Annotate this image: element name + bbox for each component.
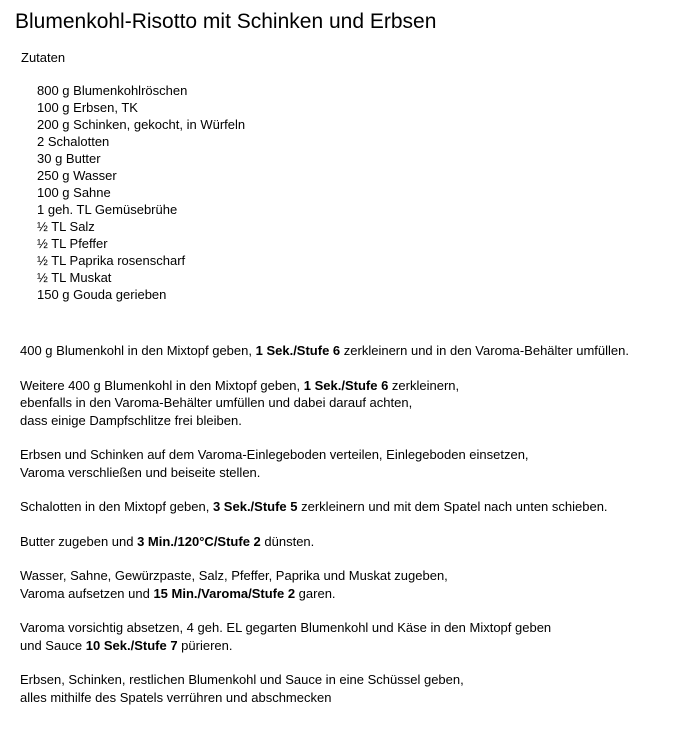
instructions (20, 342, 690, 723)
ingredient-item: 800 g Blumenkohlröschen (37, 83, 188, 98)
instruction-text: zerkleinern und mit dem Spatel nach unten schieben. (297, 499, 608, 514)
instruction-setting: 3 Min./120°C/Stufe 2 (137, 533, 261, 549)
instruction-text: zerkleinern, (388, 377, 460, 393)
ingredient-item: ½ TL Paprika rosenscharf (37, 253, 186, 268)
instruction-text: Wasser, Sahne, Gewürzpaste, Salz, Pfeffer, Paprika und Muskat zugeben, (20, 568, 448, 583)
ingredients-heading: Zutaten (21, 50, 66, 65)
instruction-text: dünsten. (260, 533, 315, 549)
instruction-setting: 15 Min./Varoma/Stufe 2 (153, 585, 296, 601)
instruction-text: Butter zugeben und (20, 533, 138, 549)
instruction-step (20, 671, 690, 706)
instruction-text: Weitere 400 g Blumenkohl in den Mixtopf geben, (20, 377, 304, 393)
instruction-line (20, 567, 690, 585)
instruction-text: dass einige Dampfschlitze frei bleiben. (20, 412, 242, 428)
instruction-text: pürieren. (177, 637, 233, 653)
instruction-step (20, 446, 690, 481)
instruction-setting: 1 Sek./Stufe 6 (255, 343, 341, 358)
instruction-text: 400 g Blumenkohl in den Mixtopf geben, (20, 343, 256, 358)
instruction-text: Erbsen, Schinken, restlichen Blumenkohl und Sauce in eine Schüssel geben, (20, 672, 464, 687)
instruction-text: Varoma vorsichtig absetzen, 4 geh. EL gegarten Blumenkohl und Käse in den Mixtopf geben (20, 620, 552, 635)
ingredient-item: 1 geh. TL Gemüsebrühe (37, 202, 178, 217)
ingredient-item: 30 g Butter (37, 151, 101, 166)
instruction-line (20, 464, 690, 482)
instruction-line (20, 498, 690, 516)
instruction-text: Varoma verschließen und beiseite stellen. (20, 464, 261, 480)
ingredient-item: 100 g Erbsen, TK (37, 100, 138, 115)
instruction-line (20, 585, 690, 603)
instruction-step (20, 533, 690, 551)
instruction-text: Schalotten in den Mixtopf geben, (20, 499, 213, 514)
instruction-text: und Sauce (20, 637, 86, 653)
instruction-step (20, 619, 690, 654)
ingredients-list (37, 82, 245, 303)
ingredient-item: ½ TL Salz (37, 219, 95, 234)
ingredient-item: 250 g Wasser (37, 168, 117, 183)
instruction-step (20, 567, 690, 602)
instruction-line (20, 533, 690, 551)
ingredient-item: 150 g Gouda gerieben (37, 287, 167, 302)
ingredient-item: 100 g Sahne (37, 185, 111, 200)
instruction-setting: 3 Sek./Stufe 5 (212, 499, 298, 514)
instruction-line (20, 394, 690, 412)
instruction-text: ebenfalls in den Varoma-Behälter umfüllen und dabei darauf achten, (20, 395, 413, 410)
instruction-line (20, 446, 690, 464)
ingredient-item: ½ TL Pfeffer (37, 236, 108, 251)
ingredient-item: 2 Schalotten (37, 134, 110, 149)
instruction-step (20, 498, 690, 516)
instruction-text: alles mithilfe des Spatels verrühren und abschmecken (20, 689, 332, 705)
instruction-line (20, 671, 690, 689)
recipe-title: Blumenkohl-Risotto mit Schinken und Erbsen (15, 10, 437, 33)
ingredient-item: 200 g Schinken, gekocht, in Würfeln (37, 117, 246, 132)
instruction-step (20, 342, 690, 360)
instruction-text: garen. (295, 585, 336, 601)
instruction-text: Varoma aufsetzen und (20, 585, 154, 601)
instruction-line (20, 689, 690, 707)
ingredient-item: ½ TL Muskat (37, 270, 112, 285)
instruction-setting: 1 Sek./Stufe 6 (303, 377, 389, 393)
instruction-line (20, 342, 690, 360)
instruction-text: zerkleinern und in den Varoma-Behälter umfüllen. (340, 343, 629, 358)
instruction-step (20, 377, 690, 430)
instruction-line (20, 412, 690, 430)
instruction-line (20, 619, 690, 637)
instruction-line (20, 377, 690, 395)
instruction-line (20, 637, 690, 655)
instruction-setting: 10 Sek./Stufe 7 (85, 637, 178, 653)
instruction-text: Erbsen und Schinken auf dem Varoma-Einlegeboden verteilen, Einlegeboden einsetzen, (20, 447, 529, 462)
